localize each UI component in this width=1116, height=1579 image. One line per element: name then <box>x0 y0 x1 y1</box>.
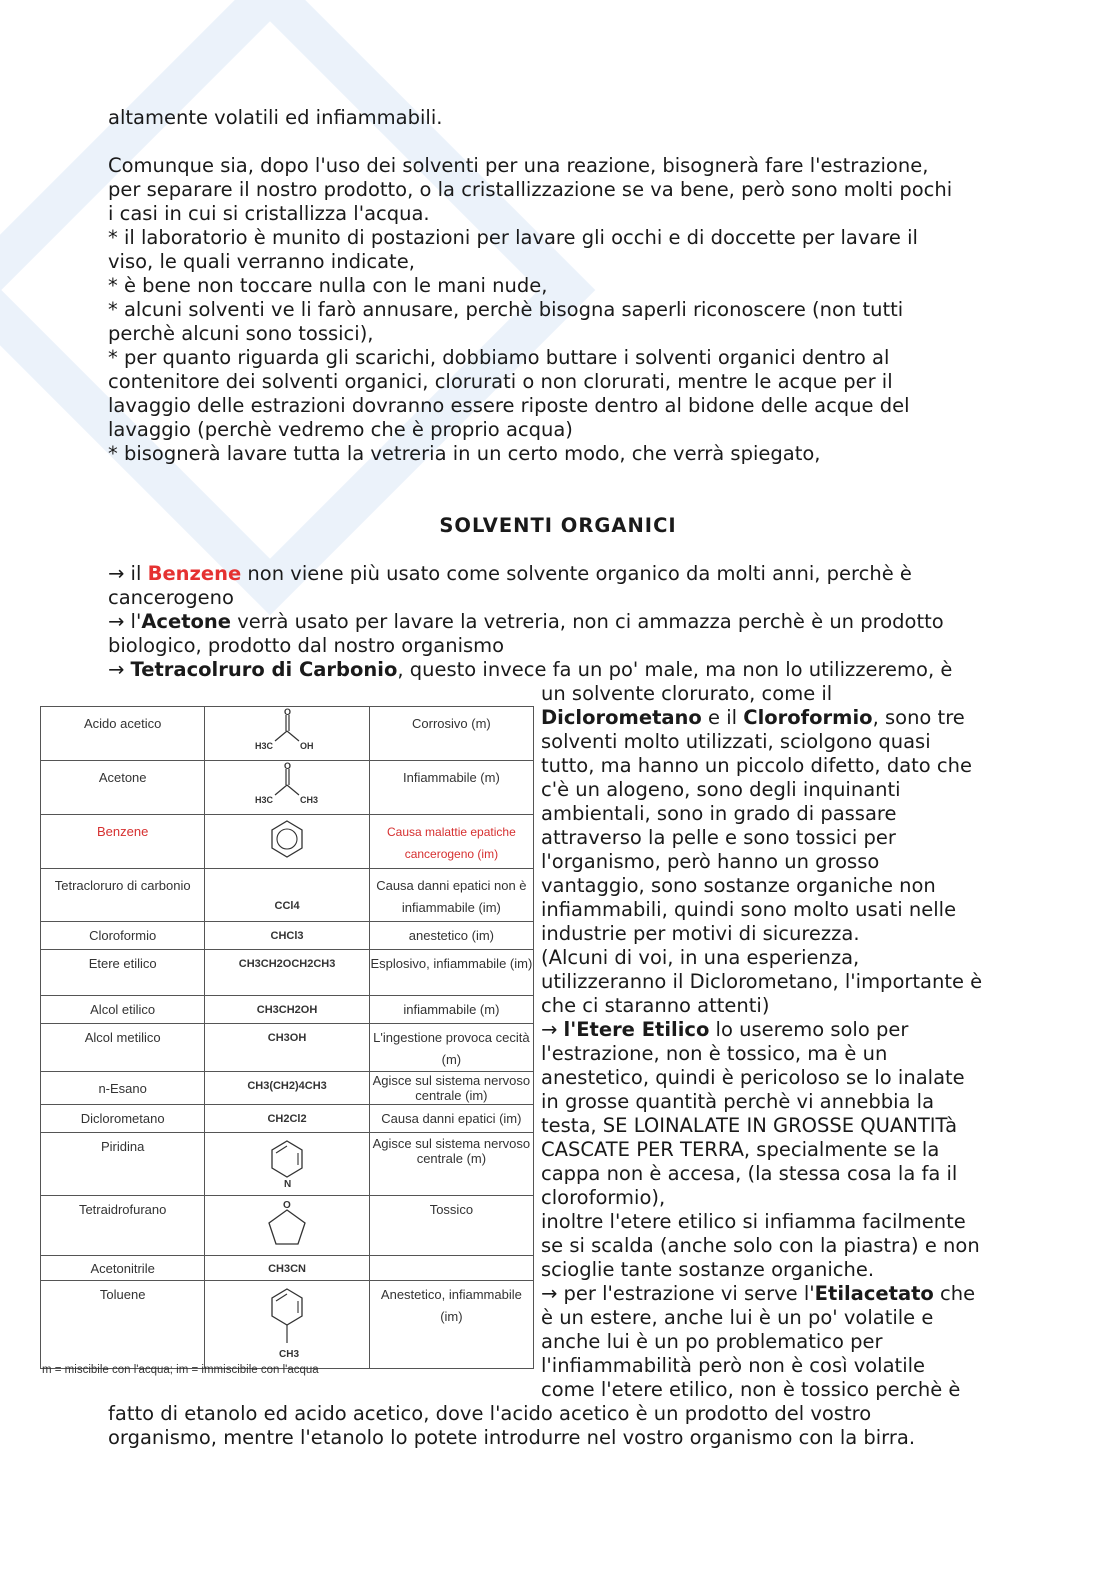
solvent-formula: CCl4 <box>205 869 369 922</box>
arrow-text: → l' <box>108 610 142 633</box>
para-line: perchè alcuni sono tossici), <box>108 322 374 345</box>
solvent-name: Tetraidrofurano <box>41 1196 205 1256</box>
solvent-table <box>40 706 534 1369</box>
table-note: m = miscibile con l'acqua; im = immiscibile con l'acqua <box>42 1364 319 1376</box>
right-line: come l'etere etilico, non è tossico perchè è <box>541 1378 961 1401</box>
table-row <box>41 1072 534 1105</box>
table-row <box>41 869 534 922</box>
right-line: in grosse quantità perchè vi annebbia la <box>541 1090 935 1113</box>
right-line: attraverso la pelle e sono tossici per <box>541 826 896 849</box>
table-row <box>41 815 534 869</box>
svg-text:O: O <box>284 761 292 771</box>
solvent-formula: CH3CN <box>205 1256 369 1281</box>
right-line: è un estere, anche lui è un po' volatile e <box>541 1306 934 1329</box>
solvent-formula: CHCl3 <box>205 922 369 950</box>
solvent-hazard: Causa danni epatici (im) <box>369 1105 533 1133</box>
right-line: l'infiammabilità però non è così volatile <box>541 1354 926 1377</box>
acetone-text: verrà usato per lavare la vetreria, non ci ammazza perchè è un prodotto <box>231 610 944 633</box>
para-line: lavaggio delle estrazioni dovranno essere riposte dentro al bidone delle acque del <box>108 394 910 417</box>
right-line: CASCATE PER TERRA, specialmente se la <box>541 1138 940 1161</box>
tetra-name: Tetracolruro di Carbonio <box>130 658 398 681</box>
table-row <box>41 761 534 815</box>
benzene-line <box>108 562 912 586</box>
right-text: che <box>933 1282 976 1305</box>
structure-cell <box>205 1133 369 1196</box>
solvent-hazard: L'ingestione provoca cecità (m) <box>369 1024 533 1072</box>
right-line: l'organismo, però hanno un grosso <box>541 850 880 873</box>
svg-text:H3C: H3C <box>255 795 274 805</box>
svg-text:CH3: CH3 <box>300 795 319 805</box>
acetone-line <box>108 610 944 634</box>
para-line: * è bene non toccare nulla con le mani nude, <box>108 274 548 297</box>
table-row <box>41 950 534 996</box>
table-row <box>41 1105 534 1133</box>
solvent-hazard: Anestetico, infiammabile (im) <box>369 1281 533 1369</box>
solvent-formula: CH3(CH2)4CH3 <box>205 1072 369 1105</box>
tetra-text: , questo invece fa un po' male, ma non lo utilizzeremo, è <box>397 658 953 681</box>
right-line: (Alcuni di voi, in una esperienza, <box>541 946 860 969</box>
solvent-hazard: Infiammabile (m) <box>369 761 533 815</box>
solvent-hazard: Tossico <box>369 1196 533 1256</box>
benzene-text: non viene più usato come solvente organico da molti anni, perchè è <box>241 562 912 585</box>
right-line: tutto, ma hanno un piccolo difetto, dato che <box>541 754 973 777</box>
solvent-hazard: Esplosivo, infiammabile (im) <box>369 950 533 996</box>
table-row <box>41 922 534 950</box>
intro-line: altamente volatili ed infiammabili. <box>108 106 443 129</box>
right-line <box>541 1282 975 1306</box>
acetone-cont: biologico, prodotto dal nostro organismo <box>108 634 505 657</box>
right-line: infiammabili, quindi sono molto usati nelle <box>541 898 957 921</box>
solvent-hazard: Agisce sul sistema nervoso centrale (m) <box>369 1133 533 1196</box>
structure-cell <box>205 1281 369 1369</box>
solvent-name: Acido acetico <box>41 707 205 761</box>
solvent-hazard: Agisce sul sistema nervoso centrale (im) <box>369 1072 533 1105</box>
right-text: e il <box>701 706 744 729</box>
solvent-formula: CH3CH2OCH2CH3 <box>205 950 369 996</box>
right-line <box>541 1018 908 1042</box>
pyridine-ring-icon <box>257 1133 317 1191</box>
right-line: l'estrazione, non è tossico, ma è un <box>541 1042 888 1065</box>
right-line: anestetico, quindi è pericoloso se lo inalate <box>541 1066 965 1089</box>
para-line: * per quanto riguarda gli scarichi, dobbiamo buttare i solventi organici dentro al <box>108 346 890 369</box>
arrow-text: → <box>108 658 131 681</box>
para-line: i casi in cui si cristallizza l'acqua. <box>108 202 430 225</box>
solvent-name: Tetracloruro di carbonio <box>41 869 205 922</box>
acetone-structure-icon <box>237 761 337 811</box>
para-line: * alcuni solventi ve li farò annusare, perchè bisogna saperli riconoscere (non tutti <box>108 298 904 321</box>
solvent-name: Benzene <box>41 815 205 869</box>
solvent-hazard: Causa danni epatici non è infiammabile (im) <box>369 869 533 922</box>
right-line: scioglie tante sostanze organiche. <box>541 1258 875 1281</box>
right-line: anche lui è un po problematico per <box>541 1330 883 1353</box>
right-line: solventi molto utilizzati, sciolgono quasi <box>541 730 931 753</box>
tetra-line <box>108 658 952 682</box>
solvent-name: Acetone <box>41 761 205 815</box>
right-line: inoltre l'etere etilico si infiamma facilmente <box>541 1210 966 1233</box>
right-text: , sono tre <box>872 706 965 729</box>
solvent-name: Acetonitrile <box>41 1256 205 1281</box>
para-line: per separare il nostro prodotto, o la cristallizzazione se va bene, però sono molti pochi <box>108 178 953 201</box>
solvent-name: Alcol etilico <box>41 996 205 1024</box>
right-line: ambientali, sono in grado di passare <box>541 802 897 825</box>
table-row <box>41 707 534 761</box>
svg-text:CH3: CH3 <box>279 1349 300 1360</box>
svg-text:O: O <box>284 707 292 717</box>
solvent-formula: CH2Cl2 <box>205 1105 369 1133</box>
benzene-ring-icon <box>257 815 317 865</box>
structure-cell <box>205 1196 369 1256</box>
etil-name: Etilacetato <box>814 1282 934 1305</box>
solvent-formula: CH3CH2OH <box>205 996 369 1024</box>
solvent-hazard: Causa malattie epatiche cancerogeno (im) <box>369 815 533 869</box>
right-line: se si scalda (anche solo con la piastra) e non <box>541 1234 980 1257</box>
toluene-ring-icon <box>257 1281 317 1365</box>
table-row <box>41 1196 534 1256</box>
thf-ring-icon <box>257 1196 317 1252</box>
arrow-text: → per l'estrazione vi serve l' <box>541 1282 815 1305</box>
right-text: lo useremo solo per <box>709 1018 909 1041</box>
para-line: viso, le quali verranno indicate, <box>108 250 415 273</box>
acetic-acid-structure-icon <box>237 707 337 757</box>
structure-cell <box>205 815 369 869</box>
table-row <box>41 1024 534 1072</box>
svg-text:N: N <box>284 1179 292 1190</box>
solvent-name: Piridina <box>41 1133 205 1196</box>
right-line: testa, SE LOINALATE IN GROSSE QUANTITà <box>541 1114 958 1137</box>
solvent-hazard: infiammabile (m) <box>369 996 533 1024</box>
bottom-line: organismo, mentre l'etanolo lo potete introdurre nel vostro organismo con la birra. <box>108 1426 916 1449</box>
right-line: c'è un alogeno, sono degli inquinanti <box>541 778 901 801</box>
svg-text:O: O <box>283 1200 291 1211</box>
solvent-formula: CH3OH <box>205 1024 369 1072</box>
benzene-name: Benzene <box>147 562 242 585</box>
solvent-name: n-Esano <box>41 1072 205 1105</box>
solvent-name: Cloroformio <box>41 922 205 950</box>
section-title: SOLVENTI ORGANICI <box>439 514 677 537</box>
solvent-name: Toluene <box>41 1281 205 1369</box>
table-row <box>41 1281 534 1369</box>
arrow-text: → <box>541 1018 564 1041</box>
etere-name: l'Etere Etilico <box>563 1018 710 1041</box>
arrow-text: → il <box>108 562 148 585</box>
solvent-name: Diclorometano <box>41 1105 205 1133</box>
solvent-hazard: anestetico (im) <box>369 922 533 950</box>
para-line: Comunque sia, dopo l'uso dei solventi per una reazione, bisognerà fare l'estrazione, <box>108 154 929 177</box>
right-line: che ci staranno attenti) <box>541 994 770 1017</box>
svg-text:OH: OH <box>300 741 314 751</box>
para-line: lavaggio (perchè vedremo che è proprio acqua) <box>108 418 573 441</box>
right-line: un solvente clorurato, come il <box>541 682 833 705</box>
table-row <box>41 1256 534 1281</box>
solvent-hazard: Corrosivo (m) <box>369 707 533 761</box>
acetone-name: Acetone <box>141 610 232 633</box>
benzene-cont: cancerogeno <box>108 586 234 609</box>
right-line <box>541 706 965 730</box>
para-line: * bisognerà lavare tutta la vetreria in un certo modo, che verrà spiegato, <box>108 442 821 465</box>
solvent-name: Alcol metilico <box>41 1024 205 1072</box>
solvent-hazard <box>369 1256 533 1281</box>
table-row <box>41 996 534 1024</box>
right-line: industrie per motivi di sicurezza. <box>541 922 860 945</box>
solvent-name: Etere etilico <box>41 950 205 996</box>
table-row <box>41 1133 534 1196</box>
para-line: * il laboratorio è munito di postazioni per lavare gli occhi e di doccette per lavare il <box>108 226 918 249</box>
svg-text:H3C: H3C <box>255 741 274 751</box>
structure-cell <box>205 707 369 761</box>
right-line: vantaggio, sono sostanze organiche non <box>541 874 936 897</box>
right-line: cappa non è accesa, (la stessa cosa la fa il <box>541 1162 958 1185</box>
right-line: utilizzeranno il Diclorometano, l'importante è <box>541 970 983 993</box>
right-line: cloroformio), <box>541 1186 666 1209</box>
para-line: contenitore dei solventi organici, clorurati o non clorurati, mentre le acque per il <box>108 370 893 393</box>
structure-cell <box>205 761 369 815</box>
dcm-name: Diclorometano <box>541 706 702 729</box>
chcl-name: Cloroformio <box>743 706 873 729</box>
bottom-line: fatto di etanolo ed acido acetico, dove l'acido acetico è un prodotto del vostro <box>108 1402 872 1425</box>
